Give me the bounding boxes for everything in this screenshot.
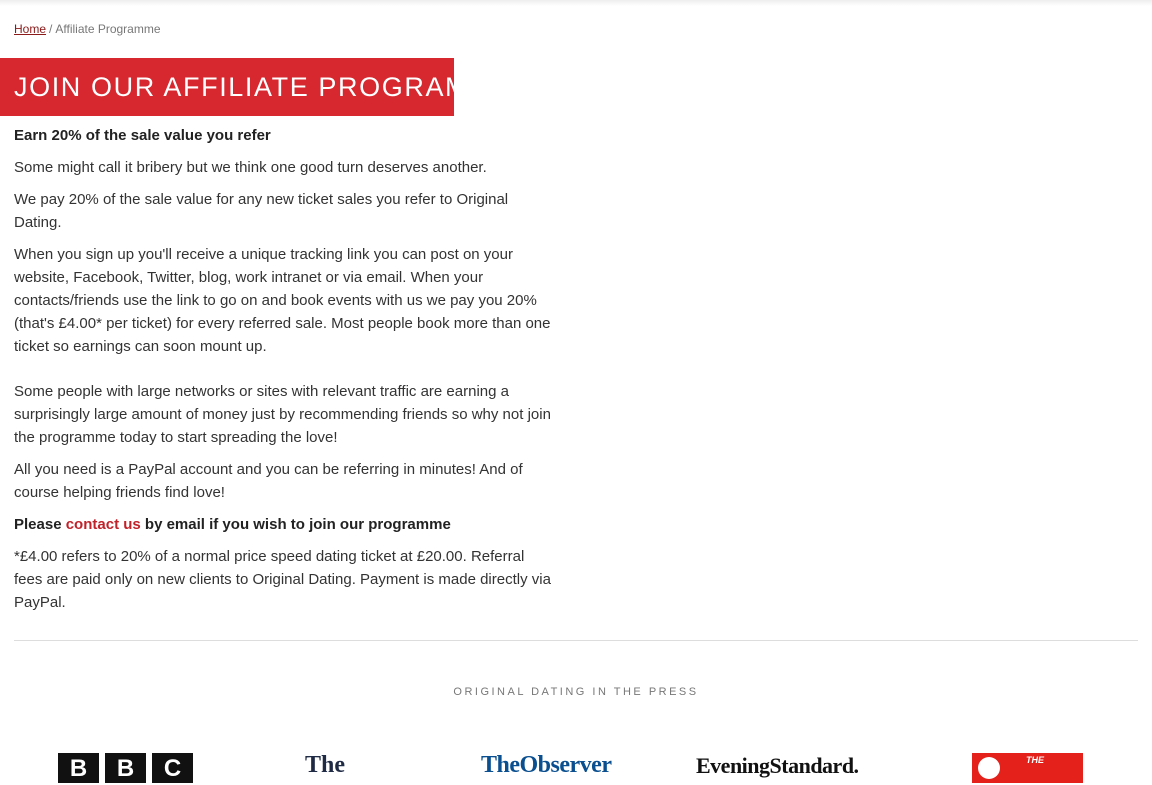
evening-standard-logo[interactable]: EveningStandard. [696, 753, 859, 778]
press-logos [0, 748, 1152, 782]
breadcrumb-separator: / [49, 22, 53, 36]
breadcrumb [14, 22, 161, 36]
contact-prefix: Please [14, 516, 62, 533]
contact-suffix: by email if you wish to join our programme [144, 516, 451, 533]
top-bar-shadow [0, 0, 1152, 6]
bbc-logo[interactable] [58, 753, 193, 783]
contact-line [14, 513, 554, 536]
observer-logo[interactable]: TheObserver [481, 752, 612, 778]
breadcrumb-current: Affiliate Programme [55, 22, 161, 36]
bbc-logo-letter: C [152, 753, 193, 783]
the-times-logo[interactable]: The [305, 752, 346, 778]
press-heading: ORIGINAL DATING IN THE PRESS [453, 686, 699, 698]
bbc-logo-letter: B [105, 753, 146, 783]
paragraph-pay: We pay 20% of the sale value for any new ticket sales you refer to Original Dating. [14, 191, 509, 231]
bbc-logo-letter: B [58, 753, 99, 783]
page-title-banner: JOIN OUR AFFILIATE PROGRAMME [0, 58, 454, 116]
paragraph-bribery: Some might call it bribery but we think one good turn deserves another. [14, 159, 487, 176]
paragraph-paypal: All you need is a PayPal account and you can be referring in minutes! And of course helping friends find love! [14, 461, 523, 501]
red-badge-text: THE [1026, 755, 1044, 765]
contact-us-link[interactable]: contact us [65, 516, 141, 533]
breadcrumb-home-link[interactable]: Home [14, 22, 47, 36]
headline [14, 124, 554, 147]
paragraph-tracking-link: When you sign up you'll receive a unique tracking link you can post on your website, Facebook, Twitter, blog, work intranet or via email. When your contacts/friends use the link to go on and book events with us we pay you 20% (that's £4.00* per ticket) for every referred sale. Most people book more than one ticket so earnings can soon mount up. [14, 246, 551, 355]
red-badge-logo[interactable] [972, 753, 1083, 783]
section-divider [14, 640, 1138, 641]
headline-text: Earn 20% of the sale value you refer [14, 127, 271, 144]
affiliate-content [14, 124, 554, 623]
red-badge-circle-icon [978, 757, 1000, 779]
paragraph-networks: Some people with large networks or sites with relevant traffic are earning a surprisingly large amount of money just by recommending friends so why not join the programme today to start spreading the love! [14, 383, 551, 446]
footnote: *£4.00 refers to 20% of a normal price speed dating ticket at £20.00. Referral fees are paid only on new clients to Original Dating. Payment is made directly via PayPal. [14, 548, 551, 611]
